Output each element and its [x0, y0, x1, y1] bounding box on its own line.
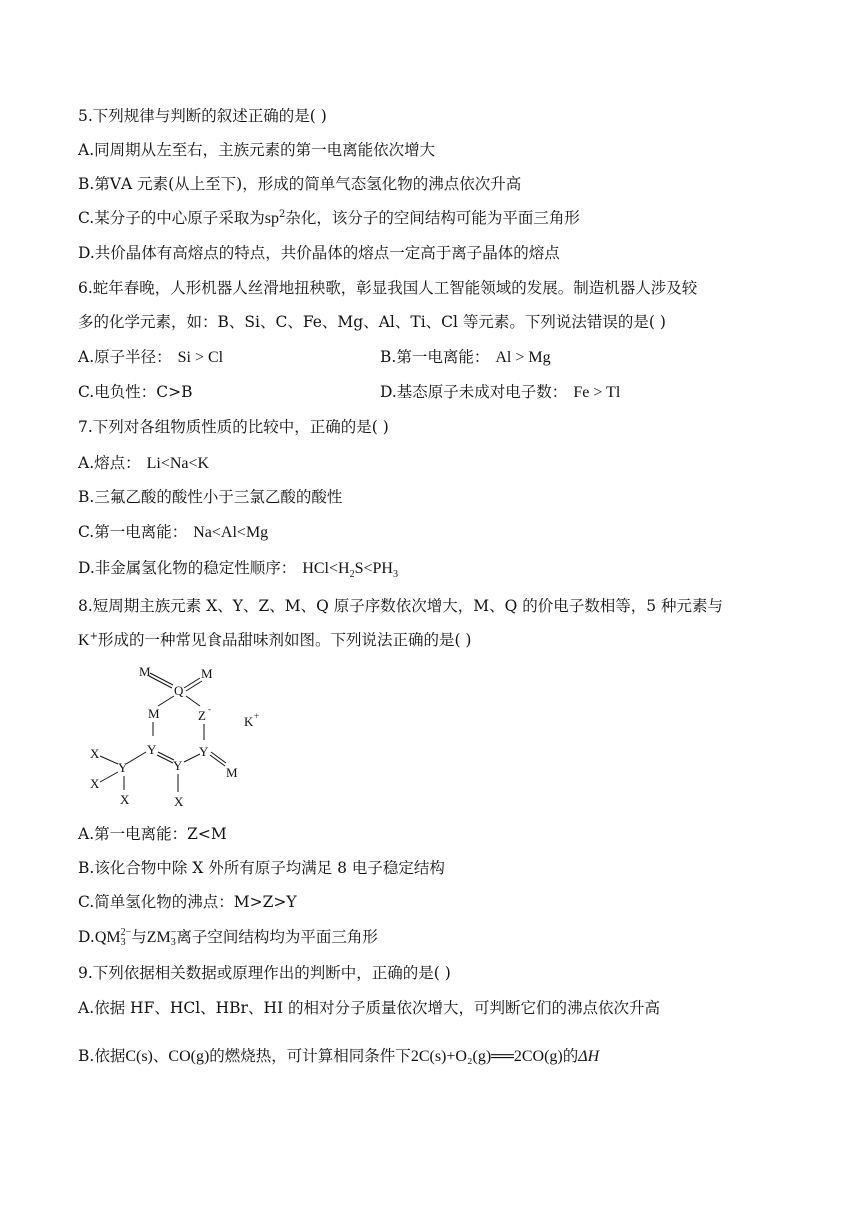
bond-y3-y2 [184, 754, 200, 762]
atom-x2: X [90, 776, 100, 791]
q8-stem-line2 [78, 630, 471, 651]
q8-k: K [78, 632, 90, 649]
q9-b-mid: 的燃烧热，可计算相同条件下 [209, 1047, 411, 1065]
q8-d-ion1-sup: 2− [120, 927, 132, 939]
q7-option-b: B.三氟乙酸的酸性小于三氯乙酸的酸性 [78, 488, 343, 506]
q5-stem: 5.下列规律与判断的叙述正确的是( ) [78, 107, 327, 125]
q7-d-label: D.非金属氢化物的稳定性顺序： [78, 559, 297, 577]
q8-stem2-text: 形成的一种常见食品甜味剂如图。下列说法正确的是( ) [97, 631, 472, 649]
q5-option-b: B.第ⅤA 元素(从上至下)，形成的简单气态氢化物的沸点依次升高 [78, 175, 522, 193]
q8-option-a: A.第一电离能：Z<M [78, 825, 227, 843]
q6-d-label: D.基态原子未成对电子数： [380, 383, 568, 401]
q9-b-m1: C(s) [125, 1048, 153, 1065]
q8-option-c: C.简单氢化物的沸点：M>Z>Y [78, 893, 297, 911]
q6-b-label: B.第一电离能： [380, 348, 490, 366]
bond-y4-x2 [100, 772, 118, 782]
atom-z-charge: - [208, 704, 211, 714]
q5-c-post: 杂化，该分子的空间结构可能为平面三角形 [285, 209, 580, 227]
q6-stem-line1: 6.蛇年春晚，人形机器人丝滑地扭秧歌，彰显我国人工智能领域的发展。制造机器人涉及较 [78, 279, 698, 297]
atom-y4: Y [118, 760, 128, 775]
q7-d-s1: 2 [349, 569, 355, 581]
bond-q-z [186, 696, 200, 706]
atom-m-right: M [226, 765, 238, 780]
q6-b-math: Al > Mg [495, 349, 551, 366]
q9-b-sep: 、 [152, 1047, 169, 1065]
atom-k: K [244, 714, 254, 729]
q8-d-ion2 [146, 927, 177, 949]
q8-d-post: 离子空间结构均为平面三角形 [176, 928, 378, 946]
q9-b-delta-h: ΔH [578, 1048, 600, 1065]
q8-d-ion2-sup: − [170, 927, 177, 939]
q8-d-ion2-text: ZM [146, 929, 171, 946]
atom-z: Z [198, 708, 206, 723]
q8-d-ion2-sub: 3 [170, 937, 176, 949]
bond-y1-y3a [158, 752, 174, 760]
q7-d-math [302, 560, 398, 581]
q6-stem-line2: 多的化学元素，如：B、Si、C、Fe、Mg、Al、Ti、Cl 等元素。下列说法错误的是( ) [78, 313, 666, 331]
q6-d-math: Fe > Tl [573, 384, 621, 401]
q8-d-pre: D. [78, 928, 95, 946]
q7-option-a [78, 453, 209, 474]
q9-b-pre: B.依据 [78, 1047, 126, 1065]
q5-c-sp: sp [264, 210, 279, 227]
atom-k-charge: + [254, 711, 260, 721]
bond-q-m1b [150, 673, 173, 685]
q7-c-label: C.第一电离能： [78, 523, 188, 541]
q7-d-m2: S<PH [354, 560, 393, 577]
bond-q-m2b [186, 681, 202, 691]
q7-a-math: Li<Na<K [146, 455, 210, 472]
bond-q-m2a [184, 678, 200, 688]
q7-stem: 7.下列对各组物质性质的比较中，正确的是( ) [78, 418, 389, 436]
atom-m-ring: M [148, 706, 160, 721]
q8-option-b: B.该化合物中除 X 外所有原子均满足 8 电子稳定结构 [78, 859, 445, 877]
q6-option-d [380, 382, 620, 403]
atom-y3: Y [173, 758, 183, 773]
atom-m-top-right: M [201, 666, 213, 681]
q7-option-c [78, 522, 268, 543]
atom-x4: X [174, 794, 184, 809]
atom-y1: Y [147, 742, 157, 757]
q9-option-b [78, 1046, 599, 1067]
q7-c-math: Na<Al<Mg [193, 524, 269, 541]
q6-a-math: Si > Cl [177, 349, 224, 366]
q8-k-sup: + [89, 630, 98, 642]
sweetener-structure-diagram [78, 660, 278, 810]
bond-y1-y3b [157, 755, 173, 763]
q7-option-d [78, 558, 398, 579]
q6-option-a [78, 347, 223, 368]
bond-y4-x1 [100, 756, 118, 764]
q8-d-ion1-sub: 3 [120, 937, 126, 949]
q8-d-mid: 与 [131, 928, 147, 946]
q7-a-label: A.熔点： [78, 454, 141, 472]
q9-stem: 9.下列依据相关数据或原理作出的判断中，正确的是( ) [78, 964, 451, 982]
q7-d-m1: HCl<H [302, 560, 350, 577]
q6-a-label: A.原子半径： [78, 348, 172, 366]
atom-x3: X [120, 792, 130, 807]
q9-b-de: 的 [562, 1047, 579, 1065]
atom-x1: X [90, 746, 100, 761]
q5-option-c [78, 208, 580, 229]
q9-b-m2: CO(g) [168, 1048, 210, 1065]
q6-option-c: C.电负性：C>B [78, 383, 193, 401]
atom-m-top-left: M [139, 664, 151, 679]
q8-stem-line1: 8.短周期主族元素 X、Y、Z、M、Q 原子序数依次增大，M、Q 的价电子数相等，5 种元素与 [78, 597, 724, 615]
q5-c-sup: 2 [278, 208, 286, 220]
q8-d-ion1-text: QM [94, 929, 121, 946]
q5-option-a: A.同周期从左至右，主族元素的第一电离能依次增大 [78, 141, 436, 159]
q6-option-b [380, 347, 551, 368]
bond-q-m3 [158, 696, 174, 706]
bond-y4-y1 [126, 752, 146, 764]
q9-option-a: A.依据 HF、HCl、HBr、HI 的相对分子质量依次增大，可判断它们的沸点依次升高 [78, 999, 661, 1017]
atom-y2: Y [199, 744, 209, 759]
q5-c-pre: C.某分子的中心原子采取为 [78, 209, 265, 227]
q8-option-d [78, 927, 378, 948]
atom-q: Q [174, 683, 184, 698]
q8-d-ion1 [94, 927, 132, 949]
bond-q-m1a [149, 676, 172, 688]
q7-d-s2: 3 [392, 569, 398, 581]
q9-b-equation: 2C(s)+O₂(g)══2CO(g) [410, 1048, 563, 1065]
q5-option-d: D.共价晶体有高熔点的特点，共价晶体的熔点一定高于离子晶体的熔点 [78, 244, 560, 262]
